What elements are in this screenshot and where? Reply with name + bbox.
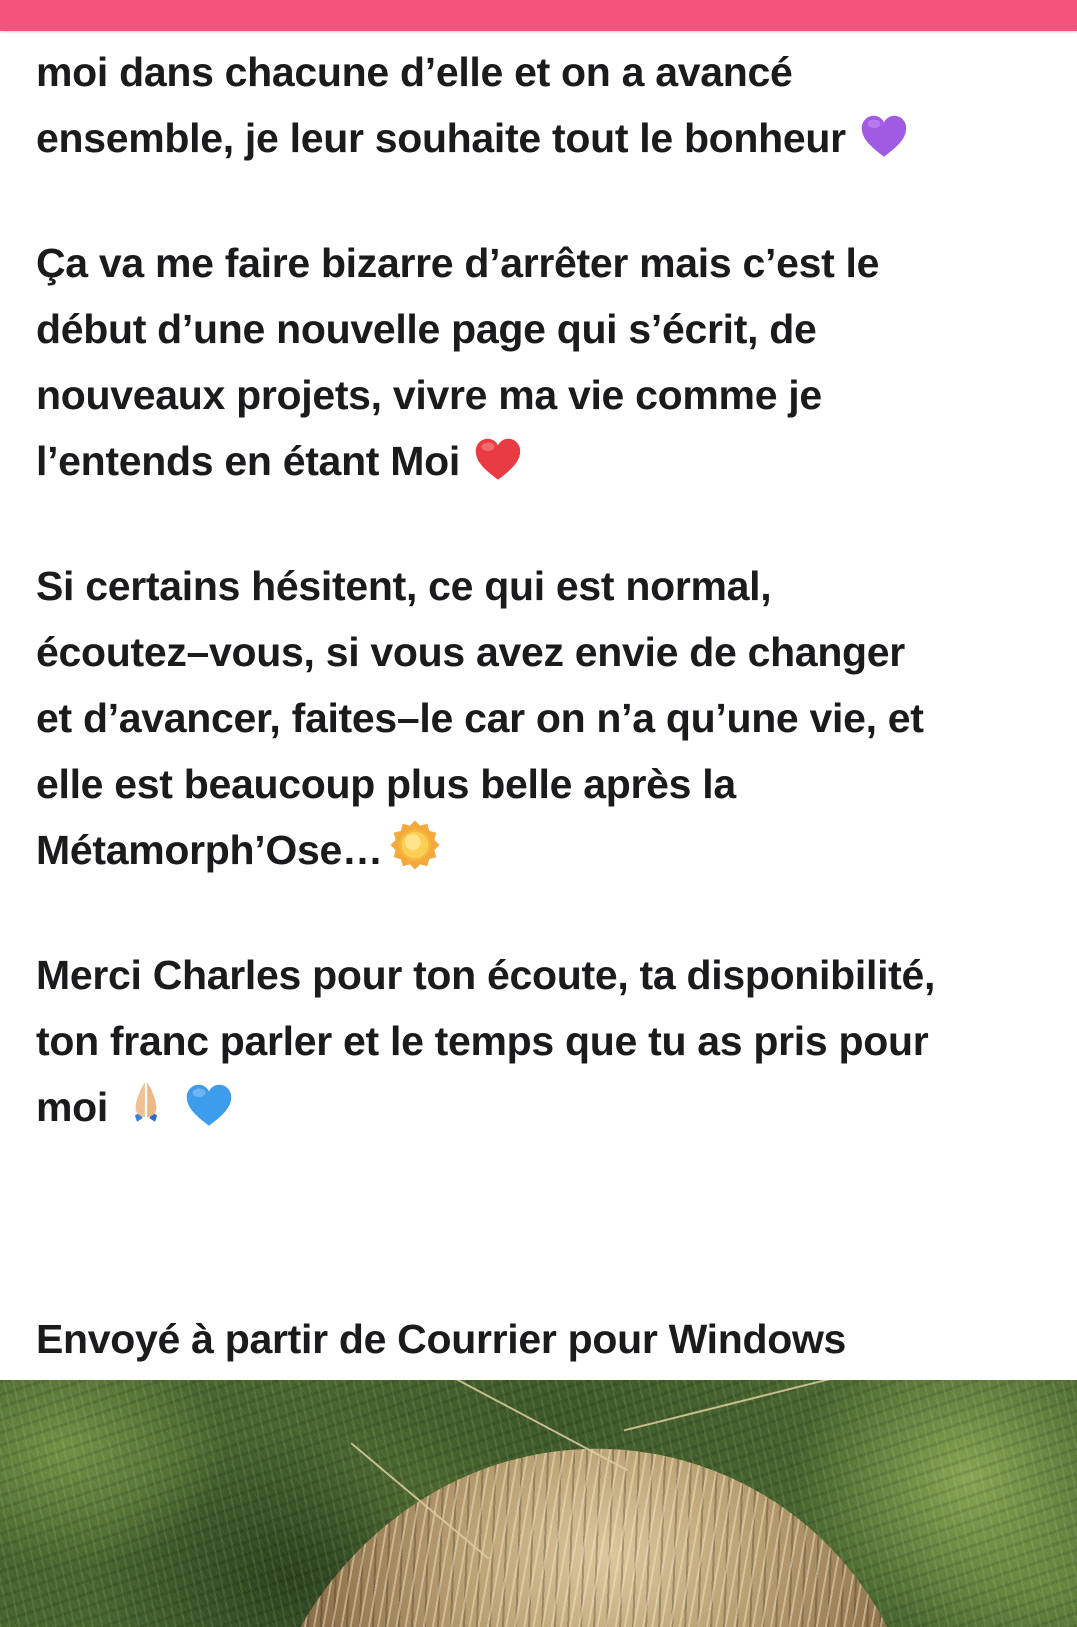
text: Merci Charles pour ton écoute, ta disponibilité,	[36, 952, 936, 998]
text: et d’avancer, faites–le car on n’a qu’une vie, et	[36, 695, 924, 741]
text-line	[36, 553, 1047, 619]
paragraph	[36, 230, 1047, 501]
text-line	[36, 685, 1047, 751]
text: l’entends en étant Moi	[36, 438, 460, 484]
text: nouveaux projets, vivre ma vie comme je	[36, 372, 822, 418]
text: elle est beaucoup plus belle après la	[36, 761, 736, 807]
text: Métamorph’Ose…	[36, 827, 383, 873]
text-line	[36, 39, 1047, 105]
text-line	[36, 1008, 1047, 1074]
text: ensemble, je leur souhaite tout le bonheur	[36, 115, 846, 161]
text-line	[36, 817, 1047, 890]
red-heart-icon	[473, 435, 523, 501]
attached-photo[interactable]	[0, 1380, 1077, 1627]
purple-heart-icon	[859, 112, 909, 178]
sent-from-footer: Envoyé à partir de Courrier pour Windows	[36, 1316, 847, 1362]
text-line	[36, 942, 1047, 1008]
text: ton franc parler et le temps que tu as pris pour	[36, 1018, 929, 1064]
text: moi dans chacune d’elle et on a avancé	[36, 49, 793, 95]
text-line	[36, 751, 1047, 817]
text-line	[36, 428, 1047, 501]
message-body	[0, 31, 1077, 1372]
paragraph	[36, 553, 1047, 890]
text-line	[36, 105, 1047, 178]
top-pink-bar	[0, 0, 1077, 31]
text: Si certains hésitent, ce qui est normal,	[36, 563, 772, 609]
text: écoutez–vous, si vous avez envie de changer	[36, 629, 905, 675]
paragraph	[36, 39, 1047, 178]
text-line	[36, 296, 1047, 362]
blue-heart-icon	[184, 1081, 234, 1147]
text-line	[36, 230, 1047, 296]
text-line	[36, 362, 1047, 428]
text-line	[36, 1074, 1047, 1147]
text: début d’une nouvelle page qui s’écrit, de	[36, 306, 817, 352]
text-line	[36, 619, 1047, 685]
paragraph	[36, 942, 1047, 1147]
folded-hands-icon	[121, 1078, 171, 1147]
sun-icon	[387, 819, 443, 890]
text: moi	[36, 1084, 108, 1130]
text: Ça va me faire bizarre d’arrêter mais c’est le	[36, 240, 880, 286]
